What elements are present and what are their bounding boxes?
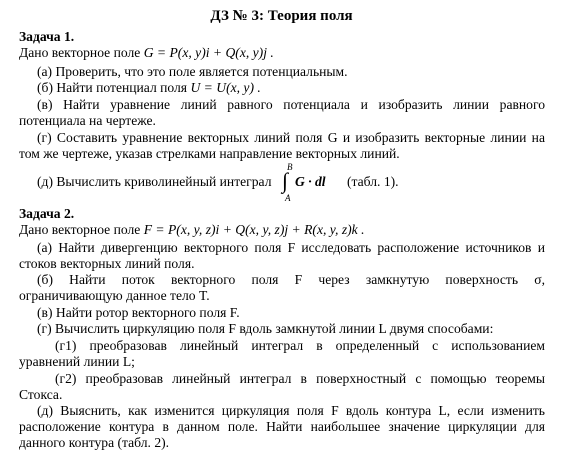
task2-item-c: (в) Найти ротор векторного поля F. <box>37 305 240 320</box>
task1-item-b <box>37 80 261 96</box>
page-title: ДЗ № 3: Теория поля <box>210 8 353 24</box>
integral-integrand: G · dl <box>295 174 326 189</box>
task1-intro-text: Дано векторное поле <box>19 45 141 60</box>
task1-item-d-line1: (г) Составить уравнение векторных линий поля G и изобразить векторные линии на <box>37 130 545 145</box>
task2-intro <box>19 222 365 238</box>
task1-header: Задача 1. <box>19 29 75 44</box>
task2-item-g1-line2: уравнений линии L; <box>19 354 135 369</box>
task1-item-e-ref: (табл. 1). <box>347 174 399 189</box>
task2-item-d: (г) Вычислить циркуляцию поля F вдоль замкнутой линии L двумя способами: <box>37 321 494 336</box>
task2-item-a-line1: (а) Найти дивергенцию векторного поля F исследовать расположение источников и <box>37 240 545 255</box>
task1-item-b-formula: U = U(x, y) . <box>190 80 261 95</box>
task2-item-e-line1: (д) Выяснить, как изменится циркуляция поля F вдоль контура L, если изменить <box>37 403 545 418</box>
task1-item-d-line2: том же чертеже, указав стрелками направление векторных линий. <box>19 146 400 161</box>
task2-item-e-line2: расположение контура в данном поле. Найти наибольшее значение циркуляции для <box>19 419 545 434</box>
task1-item-c-line2: потенциала на чертеже. <box>19 113 156 128</box>
task2-item-g1-line1: (г1) преобразовав линейный интеграл в определенный с использованием <box>55 338 545 353</box>
task2-header: Задача 2. <box>19 206 75 221</box>
integral-sign: ∫ <box>282 168 289 193</box>
task2-item-g2-line2: Стокса. <box>19 387 63 402</box>
task2-item-a-line2: стоков векторных линий поля. <box>19 256 195 271</box>
task2-item-b-line1: (б) Найти поток векторного поля F через замкнутую поверхность σ, <box>37 272 545 287</box>
integral-lower-limit: A <box>285 193 291 203</box>
task2-item-e-line3: данного контура (табл. 2). <box>19 435 170 450</box>
task1-intro <box>19 45 274 61</box>
task2-intro-text: Дано векторное поле <box>19 222 141 237</box>
integral-upper-limit: B <box>287 162 293 172</box>
task1-item-e-text: (д) Вычислить криволинейный интеграл <box>37 174 272 189</box>
task2-item-b-line2: ограничивающую данное тело T. <box>19 288 210 303</box>
task1-intro-formula: G = P(x, y)i + Q(x, y)j . <box>143 45 274 60</box>
task1-item-a: (а) Проверить, что это поле является потенциальным. <box>37 64 348 79</box>
task1-item-b-text: (б) Найти потенциал поля <box>37 80 188 95</box>
task1-item-c-line1: (в) Найти уравнение линий равного потенциала и изобразить линии равного <box>37 97 545 112</box>
task2-intro-formula: F = P(x, y, z)i + Q(x, y, z)j + R(x, y, z)k . <box>143 222 365 237</box>
task2-item-g2-line1: (г2) преобразовав линейный интеграл в поверхностный с помощью теоремы <box>55 371 545 386</box>
